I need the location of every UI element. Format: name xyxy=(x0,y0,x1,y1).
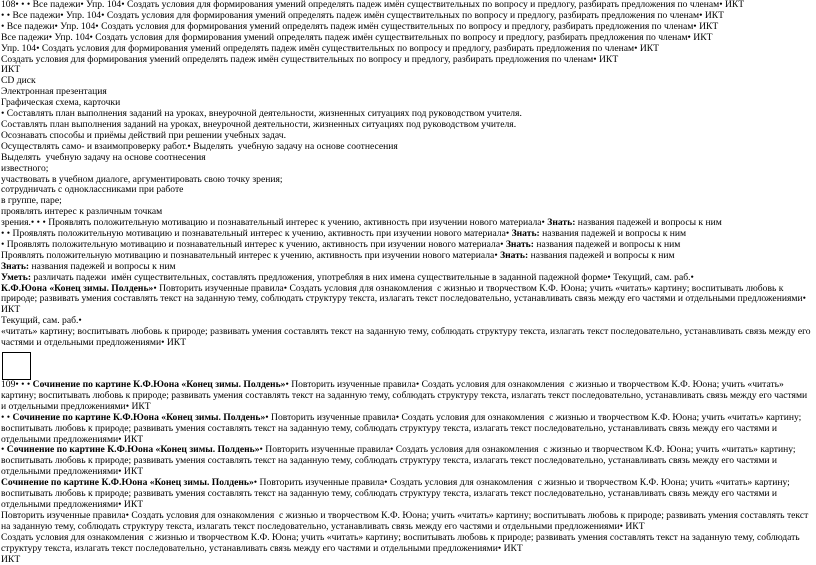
text-line: CD диск xyxy=(1,76,814,87)
text-paragraph xyxy=(1,284,814,317)
text-line: Осуществлять само- и взаимопроверку работ.• Выделять учебную задачу на основе соотнесения xyxy=(1,142,814,153)
text-span: названия падежей и вопросы к ним xyxy=(540,228,686,239)
bold-label: Знать: xyxy=(506,239,534,250)
text-span: различать падежи имён существительных, составлять предложения, употребляя в них имена существительные в заданной падежной форме• Текущий, сам. раб.• xyxy=(31,272,694,283)
bold-label: Сочинение по картине К.Ф.Юона «Конец зимы. Полдень» xyxy=(7,444,260,455)
text-span: зрения.• • • Проявлять положительную мотивацию и познавательный интерес к учению, активность при изучении нового материала• xyxy=(1,217,547,228)
text-line: ИКТ xyxy=(1,65,814,76)
text-span: • Повторить изученные правила• Создать условия для ознакомления с жизнью и творчеством К.Ф. Юона; учить «читать» картину; воспитывать любовь к природе; развивать умения составлять текст на заданную тему, соблюдать структуру текста, излагать текст последовательно, устанавливать связь между его частями и отдельными предложениями• ИКТ xyxy=(1,444,798,477)
text-paragraph: Повторить изученные правила• Создать условия для ознакомления с жизнью и творчеством К.Ф. Юона; учить «читать» картину; воспитывать любовь к природе; развивать умения составлять текст на заданную тему, соблюдать структуру текста, излагать текст последовательно, устанавливать связь между его частями и отдельными предложениями• ИКТ xyxy=(1,511,814,533)
text-span: названия падежей и вопросы к ним xyxy=(534,239,680,250)
text-span: названия падежей и вопросы к ним xyxy=(29,261,175,272)
text-paragraph xyxy=(1,413,814,446)
text-line: участвовать в учебном диалоге, аргументировать свою точку зрения; xyxy=(1,175,814,186)
text-line: 108• • • Все падежи• Упр. 104• Создать условия для формирования умений определять падеж имён существительных по вопросу и предлогу, разбирать предложения по членам• ИКТ xyxy=(1,0,814,11)
bold-label: Уметь: xyxy=(1,272,31,283)
text-line: • Составлять план выполнения заданий на уроках, внеурочной деятельности, жизненных ситуациях под руководством учителя. xyxy=(1,109,814,120)
text-span: • • xyxy=(1,412,13,423)
text-span: 109• • • xyxy=(1,379,33,390)
text-line: Все падежи• Упр. 104• Создать условия для формирования умений определять падеж имён существительных по вопросу и предлогу, разбирать предложения по членам• ИКТ xyxy=(1,33,814,44)
bold-label: Сочинение по картине К.Ф.Юона «Конец зимы. Полдень» xyxy=(13,412,266,423)
text-span: • Проявлять положительную мотивацию и познавательный интерес к учению, активность при изучении нового материала• xyxy=(1,239,506,250)
text-paragraph xyxy=(1,380,814,413)
text-span: Проявлять положительную мотивацию и познавательный интерес к учению, активность при изучении нового материала• xyxy=(1,250,500,261)
text-line: проявлять интерес к различным точкам xyxy=(1,207,814,218)
bold-label: Знать: xyxy=(500,250,528,261)
text-line: Графическая схема, карточки xyxy=(1,98,814,109)
text-line: Упр. 104• Создать условия для формирования умений определять падеж имён существительных по вопросу и предлогу, разбирать предложения по членам• ИКТ xyxy=(1,44,814,55)
text-span: • Повторить изученные правила• Создать условия для ознакомления с жизнью и творчеством К.Ф. Юона; учить «читать» картину; воспитывать любовь к природе; развивать умения составлять текст на заданную тему, соблюдать структуру текста, излагать текст последовательно, устанавливать связь между его частями и отдельными предложениями• ИКТ xyxy=(1,477,792,510)
text-span: • Повторить изученные правила• Создать условия для ознакомления с жизнью и творчеством К.Ф. Юона; учить «читать» картину; воспитывать любовь к природе; развивать умения составлять текст на заданную тему, соблюдать структуру текста, излагать текст последовательно, устанавливать связь между его частями и отдельными предложениями• ИКТ xyxy=(1,283,808,316)
text-line: ИКТ xyxy=(1,555,814,565)
bold-label: Знать: xyxy=(512,228,540,239)
bold-label: Знать: xyxy=(547,217,575,228)
text-line: • • Все падежи• Упр. 104• Создать условия для формирования умений определять падеж имён существительных по вопросу и предлогу, разбирать предложения по членам• ИКТ xyxy=(1,11,814,22)
text-paragraph: Создать условия для ознакомления с жизнью и творчеством К.Ф. Юона; учить «читать» картину; воспитывать любовь к природе; развивать умения составлять текст на заданную тему, соблюдать структуру текста, излагать текст последовательно, устанавливать связь между его частями и отдельными предложениями• ИКТ xyxy=(1,533,814,555)
text-line: Составлять план выполнения заданий на уроках, внеурочной деятельности, жизненных ситуациях под руководством учителя. xyxy=(1,120,814,131)
text-line: • Все падежи• Упр. 104• Создать условия для формирования умений определять падеж имён существительных по вопросу и предлогу, разбирать предложения по членам• ИКТ xyxy=(1,22,814,33)
bold-label: Сочинение по картине К.Ф.Юона «Конец зимы. Полдень» xyxy=(1,477,254,488)
text-span: • Повторить изученные правила• Создать условия для ознакомления с жизнью и творчеством К.Ф. Юона; учить «читать» картину; воспитывать любовь к природе; развивать умения составлять текст на заданную тему, соблюдать структуру текста, излагать текст последовательно, устанавливать связь между его частями и отдельными предложениями• ИКТ xyxy=(1,412,804,445)
text-span: названия падежей и вопросы к ним xyxy=(528,250,674,261)
text-line: Текущий, сам. раб.• xyxy=(1,316,814,327)
text-line: Создать условия для формирования умений определять падеж имён существительных по вопросу и предлогу, разбирать предложения по членам• ИКТ xyxy=(1,55,814,66)
text-span: • xyxy=(1,444,7,455)
text-span: названия падежей и вопросы к ним xyxy=(575,217,721,228)
empty-frame xyxy=(2,352,31,380)
text-paragraph xyxy=(1,478,814,511)
text-span: • • Проявлять положительную мотивацию и познавательный интерес к учению, активность при изучении нового материала• xyxy=(1,228,512,239)
text-line: Выделять учебную задачу на основе соотнесения xyxy=(1,153,814,164)
bold-label: Сочинение по картине К.Ф.Юона «Конец зимы. Полдень» xyxy=(33,379,286,390)
text-line: Электронная презентация xyxy=(1,87,814,98)
bold-label: Знать: xyxy=(1,261,29,272)
text-paragraph: «читать» картину; воспитывать любовь к природе; развивать умения составлять текст на заданную тему, соблюдать структуру текста, излагать текст последовательно, устанавливать связь между его частями и отдельными предложениями• ИКТ xyxy=(1,327,814,349)
text-line: известного; xyxy=(1,164,814,175)
text-line: Осознавать способы и приёмы действий при решении учебных задач. xyxy=(1,131,814,142)
text-paragraph xyxy=(1,445,814,478)
bold-label: К.Ф.Юона «Конец зимы. Полдень» xyxy=(1,283,153,294)
text-span: • Повторить изученные правила• Создать условия для ознакомления с жизнью и творчеством К.Ф. Юона; учить «читать» картину; воспитывать любовь к природе; развивать умения составлять текст на заданную тему, соблюдать структуру текста, излагать текст последовательно, устанавливать связь между его частями и отдельными предложениями• ИКТ xyxy=(1,379,810,412)
text-line: сотрудничать с одноклассниками при работе xyxy=(1,185,814,196)
text-line: в группе, паре; xyxy=(1,196,814,207)
